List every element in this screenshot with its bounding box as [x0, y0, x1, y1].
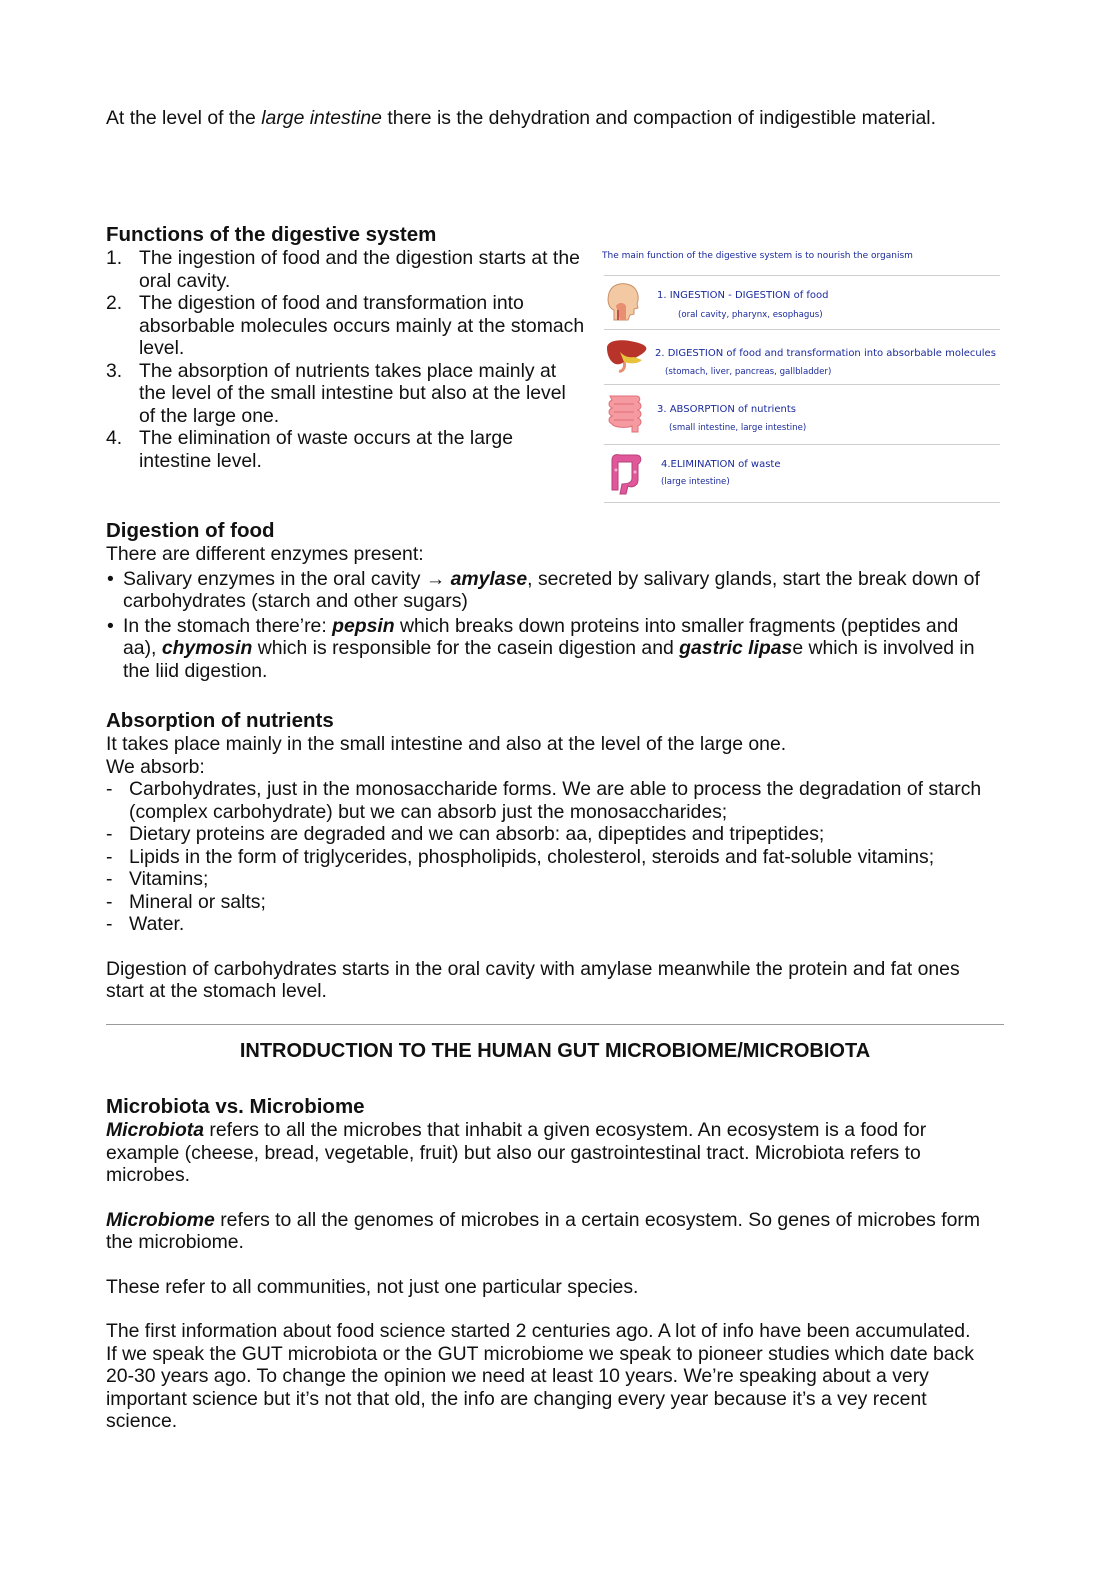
absorption-lead-2: We absorb: — [106, 755, 205, 778]
figure-caption: The main function of the digestive system is to nourish the organism — [602, 251, 913, 261]
figure-row-2-sub: (stomach, liver, pancreas, gallbladder) — [665, 367, 832, 377]
functions-list — [106, 247, 586, 472]
enzyme-term: gastric lipas — [679, 637, 793, 659]
absorption-lead-1: It takes place mainly in the small intestine and also at the level of the large one. — [106, 733, 787, 755]
communities-paragraph: These refer to all communities, not just one particular species. — [106, 1275, 639, 1298]
digestion-lead: There are different enzymes present: — [106, 543, 424, 565]
figure-row-1-title: 1. INGESTION - DIGESTION of food — [657, 290, 829, 301]
liver-icon — [604, 338, 650, 374]
list-item: - Lipids in the form of triglycerides, phospholipids, cholesterol, steroids and fat-soluble vitamins; — [106, 845, 935, 868]
figure-row-4-sub: (large intestine) — [661, 477, 730, 487]
head-icon — [604, 280, 644, 322]
microbiota-paragraph: Microbiota refers to all the microbes that inhabit a given ecosystem. An ecosystem is a food for example (cheese, bread, vegetable, fruit) but also our gastrointestinal tract. Microbiota refers to microbes. — [106, 1119, 927, 1186]
figure-row-3-title: 3. ABSORPTION of nutrients — [657, 404, 796, 415]
list-item: • Salivary enzymes in the oral cavity → amylase, secreted by salivary glands, start the break down of carbohydrates (starch and other sugars) — [107, 567, 980, 612]
absorbed-list — [106, 778, 1006, 936]
intro-paragraph — [106, 107, 1026, 130]
digestion-heading: Digestion of food — [106, 519, 275, 542]
large-intestine-icon — [604, 450, 646, 496]
list-item: 1. The ingestion of food and the digestion starts at the oral cavity. — [106, 247, 580, 292]
functions-heading: Functions of the digestive system — [106, 223, 437, 246]
figure-divider — [604, 329, 1000, 330]
microbiome-paragraph: Microbiome refers to all the genomes of microbes in a certain ecosystem. So genes of microbes form the microbiome. — [106, 1208, 981, 1253]
figure-row-4-title: 4.ELIMINATION of waste — [661, 459, 781, 470]
figure-row-2-title: 2. DIGESTION of food and transformation into absorbable molecules — [655, 348, 996, 359]
section-divider — [106, 1024, 1004, 1025]
section-title: INTRODUCTION TO THE HUMAN GUT MICROBIOME/MICROBIOTA — [239, 1040, 871, 1062]
figure-row-1-sub: (oral cavity, pharynx, esophagus) — [678, 310, 823, 320]
list-item: 2. The digestion of food and transformation into absorbable molecules occurs mainly at the stomach level. — [106, 292, 585, 359]
absorption-section — [106, 709, 1006, 1003]
list-item: 4. The elimination of waste occurs at the large intestine level. — [106, 427, 513, 472]
list-item: - Dietary proteins are degraded and we can absorb: aa, dipeptides and tripeptides; — [106, 823, 825, 845]
figure-divider — [604, 275, 1000, 276]
list-item: • In the stomach there’re: pepsin which breaks down proteins into smaller fragments (peptides and aa), chymosin which is responsible for the casein digestion and gastric lipase which is involved in the liid digestion. — [107, 614, 975, 682]
intro-emphasis: large intestine — [261, 107, 382, 129]
digestive-functions-figure — [600, 248, 1002, 506]
enzyme-term: amylase — [450, 567, 528, 590]
figure-row-3-sub: (small intestine, large intestine) — [669, 423, 807, 433]
list-item: - Vitamins; — [106, 868, 209, 890]
microbiota-term: Microbiota — [106, 1119, 205, 1141]
list-item: - Water. — [106, 913, 185, 935]
list-item: 3. The absorption of nutrients takes place mainly at the level of the small intestine but also at the level of the large one. — [106, 359, 566, 427]
intro-text-end: there is the dehydration and compaction of indigestible material. — [381, 107, 937, 129]
list-item: - Carbohydrates, just in the monosaccharide forms. We are able to process the degradation of starch (complex carbohydrate) but we can absorb just the monosaccharides; — [106, 778, 982, 823]
small-intestine-icon — [604, 392, 644, 436]
absorption-heading: Absorption of nutrients — [106, 709, 334, 732]
absorption-closing: Digestion of carbohydrates starts in the oral cavity with amylase meanwhile the protein and fat ones start at the stomach level. — [106, 957, 960, 1002]
microbiome-term: Microbiome — [106, 1208, 215, 1231]
figure-divider — [604, 444, 1000, 445]
figure-divider — [604, 502, 1000, 503]
microbiota-section — [106, 1095, 1001, 1433]
enzyme-term: chymosin — [161, 637, 253, 659]
history-paragraph: The first information about food science started 2 centuries ago. A lot of info have been accumulated. If we speak the GUT microbiota or the GUT microbiome we speak to pioneer studies which date back 20-30 years ago. To change the opinion we need at least 10 years. We’re speaking about a very important science but it’s not that old, the info are changing every year because it’s a vey recent science. — [106, 1320, 974, 1432]
functions-section — [106, 223, 586, 472]
figure-divider — [604, 384, 1000, 385]
intro-text-start: At the level of the — [106, 107, 262, 129]
digestion-section — [106, 519, 986, 682]
enzymes-list — [106, 568, 986, 683]
enzyme-term: pepsin — [332, 614, 395, 637]
list-item: - Mineral or salts; — [106, 890, 266, 913]
microbiota-heading: Microbiota vs. Microbiome — [106, 1095, 365, 1118]
